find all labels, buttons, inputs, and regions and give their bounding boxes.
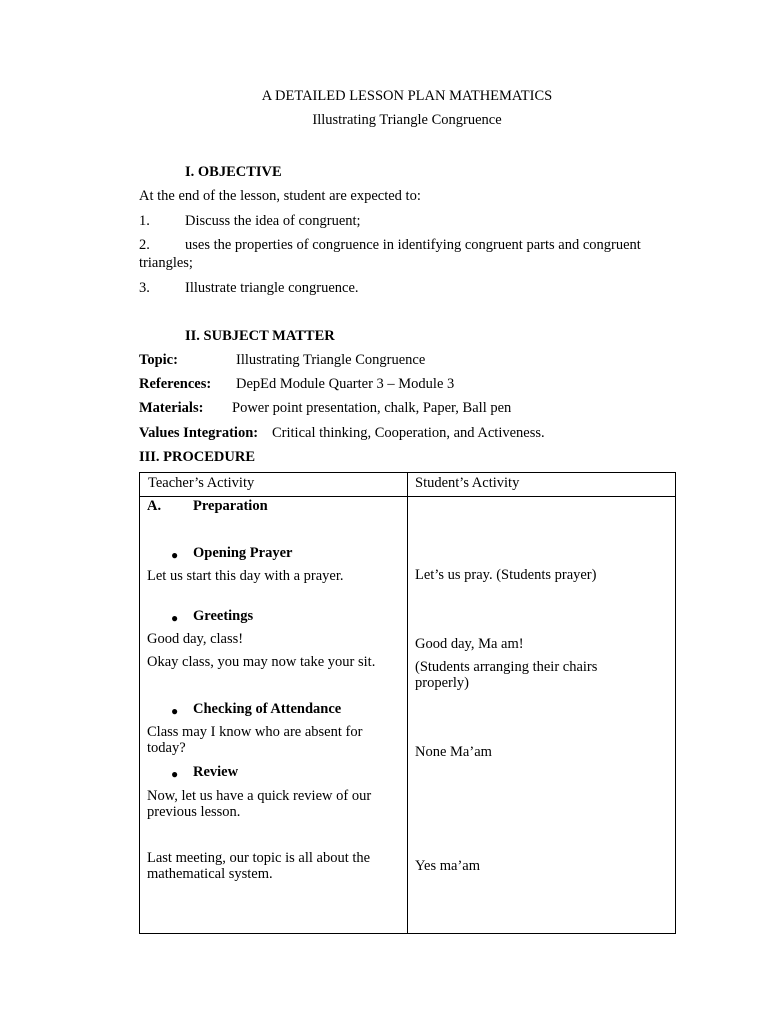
student-line: Yes ma’am <box>415 858 480 874</box>
objective-item-text: Illustrate triangle congruence. <box>185 280 359 296</box>
teacher-activity-header <box>140 473 408 497</box>
materials-label: Materials: <box>139 400 204 416</box>
attendance-heading: Checking of Attendance <box>193 701 342 717</box>
opening-prayer-heading: Opening Prayer <box>193 545 293 561</box>
teacher-line: mathematical system. <box>147 866 273 882</box>
objective-item-text: Discuss the idea of congruent; <box>185 213 361 229</box>
student-line: Good day, Ma am! <box>415 636 524 652</box>
student-line: properly) <box>415 675 469 691</box>
greetings-heading: Greetings <box>193 608 254 624</box>
bullet-icon: ● <box>171 767 179 781</box>
objective-intro: At the end of the lesson, student are expected to: <box>139 188 421 204</box>
student-activity-header <box>408 473 676 497</box>
teacher-line: Now, let us have a quick review of our <box>147 788 372 804</box>
bullet-icon: ● <box>171 704 179 718</box>
teacher-line: Good day, class! <box>147 631 244 647</box>
student-line: (Students arranging their chairs <box>415 659 598 675</box>
procedure-table <box>139 472 676 934</box>
column-header-label: Teacher’s Activity <box>148 475 255 491</box>
teacher-line: Okay class, you may now take your sit. <box>147 654 376 670</box>
teacher-line: previous lesson. <box>147 804 241 820</box>
objective-item-text-continued: triangles; <box>139 255 193 271</box>
teacher-line: Class may I know who are absent for <box>147 724 363 740</box>
references-label: References: <box>139 376 212 392</box>
student-activity-cell <box>408 497 676 934</box>
values-integration-label: Values Integration: <box>139 425 259 441</box>
section-title: Preparation <box>193 498 268 514</box>
teacher-line: today? <box>147 740 186 756</box>
review-heading: Review <box>193 764 239 780</box>
student-line: Let’s us pray. (Students prayer) <box>415 567 597 583</box>
topic-label: Topic: <box>139 352 178 368</box>
values-integration-value: Critical thinking, Cooperation, and Activeness. <box>272 425 545 441</box>
document-subtitle: Illustrating Triangle Congruence <box>312 112 502 128</box>
student-line: None Ma’am <box>415 744 492 760</box>
objective-item-number: 2. <box>139 237 150 253</box>
objective-heading: I. OBJECTIVE <box>185 164 282 180</box>
teacher-activity-cell <box>140 497 408 934</box>
section-letter: A. <box>147 498 162 514</box>
objective-item-number: 1. <box>139 213 150 229</box>
materials-value: Power point presentation, chalk, Paper, Ball pen <box>232 400 512 416</box>
objective-item-text: uses the properties of congruence in identifying congruent parts and congruent <box>185 237 641 253</box>
document-title: A DETAILED LESSON PLAN MATHEMATICS <box>261 88 553 104</box>
topic-value: Illustrating Triangle Congruence <box>236 352 426 368</box>
subject-matter-heading: II. SUBJECT MATTER <box>185 328 335 344</box>
objective-item-number: 3. <box>139 280 150 296</box>
bullet-icon: ● <box>171 548 179 562</box>
procedure-heading: III. PROCEDURE <box>139 449 256 465</box>
references-value: DepEd Module Quarter 3 – Module 3 <box>236 376 455 392</box>
column-header-label: Student’s Activity <box>415 475 520 491</box>
bullet-icon: ● <box>171 611 179 625</box>
teacher-line: Let us start this day with a prayer. <box>147 568 344 584</box>
teacher-line: Last meeting, our topic is all about the <box>147 850 371 866</box>
